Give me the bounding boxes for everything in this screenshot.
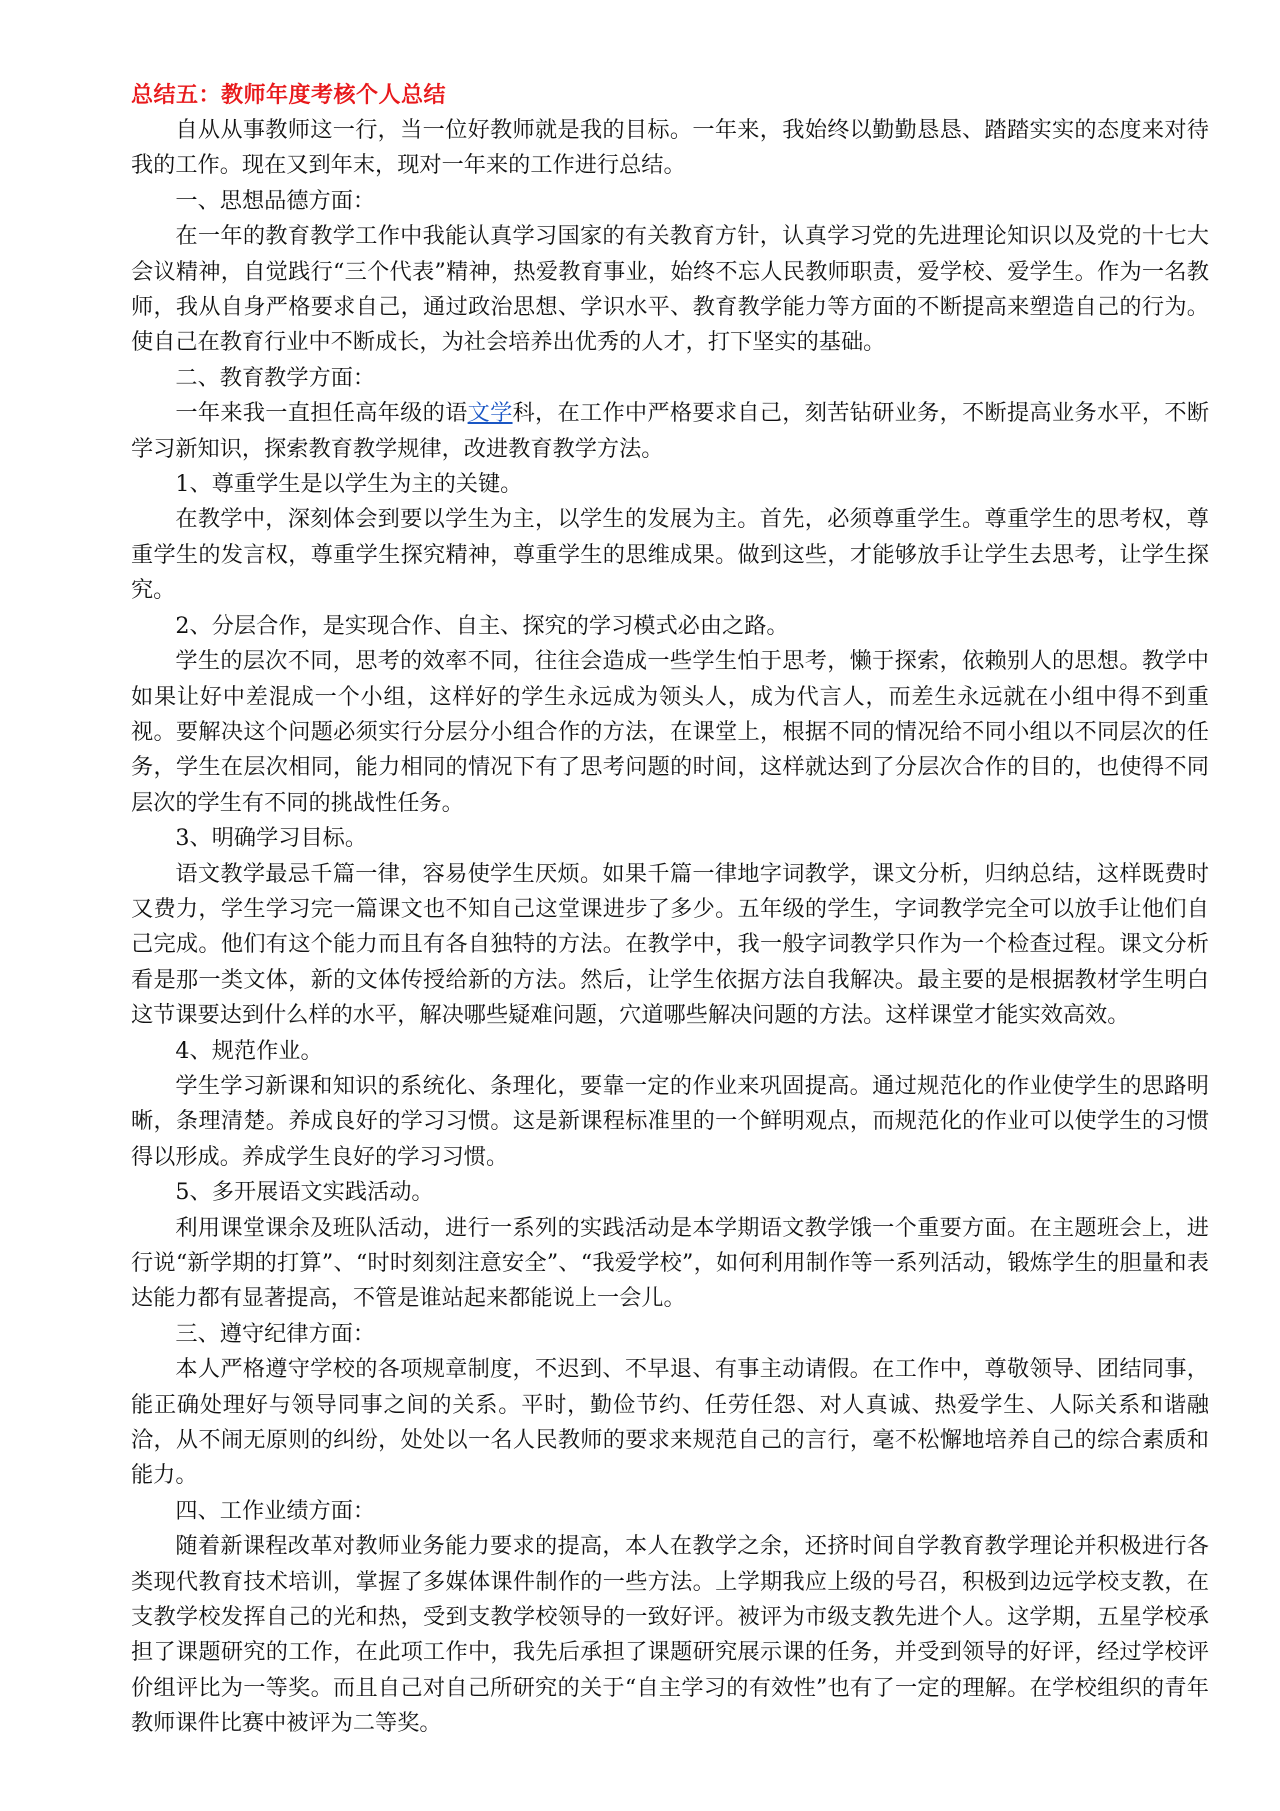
section-heading-teaching: 二、教育教学方面： bbox=[175, 364, 376, 391]
practice-activities-paragraph: 利用课堂课余及班队活动，进行一系列的实践活动是本学期语文教学饿一个重要方面。在主题班会上，进行说“新学期的打算”、“时时刻刻注意安全”、“我爱学校”，如何利用制作等一系列活动，锻炼学生的胆量和表达能力都有显著提高，不管是谁站起来都能说上一会儿。 bbox=[131, 1214, 1209, 1312]
subheading-respect-students: 1、尊重学生是以学生为主的关键。 bbox=[175, 471, 523, 498]
subheading-learning-goals: 3、明确学习目标。 bbox=[175, 825, 368, 852]
literature-link[interactable]: 文学 bbox=[467, 400, 513, 427]
subheading-layered-cooperation: 2、分层合作，是实现合作、自主、探究的学习模式必由之路。 bbox=[175, 612, 789, 639]
achievements-paragraph: 随着新课程改革对教师业务能力要求的提高，本人在教学之余，还挤时间自学教育教学理论并积极进行各类现代教育技术培训，掌握了多媒体课件制作的一些方法。上学期我应上级的号召，积极到边远学校支教，在支教学校发挥自己的光和热，受到支教学校领导的一致好评。被评为市级支教先进个人。这学期，五星学校承担了课题研究的工作，在此项工作中，我先后承担了课题研究展示课的任务，并受到领导的好评，经过学校评价组评比为一等奖。而且自己对自己所研究的关于“自主学习的有效性”也有了一定的理解。在学校组织的青年教师课件比赛中被评为二等奖。 bbox=[131, 1533, 1209, 1737]
subheading-homework: 4、规范作业。 bbox=[175, 1037, 323, 1064]
homework-paragraph: 学生学习新课和知识的系统化、条理化，要靠一定的作业来巩固提高。通过规范化的作业使学生的思路明晰，条理清楚。养成良好的学习习惯。这是新课程标准里的一个鲜明观点，而规范化的作业可以使学生的习惯得以形成。养成学生良好的学习习惯。 bbox=[131, 1072, 1209, 1170]
document-title: 总结五：教师年度考核个人总结 bbox=[131, 82, 447, 108]
respect-students-paragraph: 在教学中，深刻体会到要以学生为主，以学生的发展为主。首先，必须尊重学生。尊重学生的思考权，尊重学生的发言权，尊重学生探究精神，尊重学生的思维成果。做到这些，才能够放手让学生去思考，让学生探究。 bbox=[131, 506, 1209, 604]
document-page bbox=[131, 78, 1209, 1742]
subheading-practice-activities: 5、多开展语文实践活动。 bbox=[175, 1179, 434, 1206]
discipline-paragraph: 本人严格遵守学校的各项规章制度，不迟到、不早退、有事主动请假。在工作中，尊敬领导、团结同事，能正确处理好与领导同事之间的关系。平时，勤俭节约、任劳任怨、对人真诚、热爱学生、人际关系和谐融洽，从不闹无原则的纠纷，处处以一名人民教师的要求来规范自己的言行，毫不松懈地培养自己的综合素质和能力。 bbox=[131, 1356, 1209, 1489]
section-heading-moral: 一、思想品德方面： bbox=[175, 187, 376, 214]
learning-goals-paragraph: 语文教学最忌千篇一律，容易使学生厌烦。如果千篇一律地字词教学，课文分析，归纳总结，这样既费时又费力，学生学习完一篇课文也不知自己这堂课进步了多少。五年级的学生，字词教学完全可以放手让他们自己完成。他们有这个能力而且有各自独特的方法。在教学中，我一般字词教学只作为一个检查过程。课文分析看是那一类文体，新的文体传授给新的方法。然后，让学生依据方法自我解决。最主要的是根据教材学生明白这节课要达到什么样的水平，解决哪些疑难问题，穴道哪些解决问题的方法。这样课堂才能实效高效。 bbox=[131, 860, 1209, 1029]
section-heading-discipline: 三、遵守纪律方面： bbox=[175, 1320, 376, 1347]
intro-paragraph: 自从从事教师这一行，当一位好教师就是我的目标。一年来，我始终以勤勤恳恳、踏踏实实的态度来对待我的工作。现在又到年末，现对一年来的工作进行总结。 bbox=[131, 117, 1209, 179]
teaching-text-end: 科，在工作中严格要求自己，刻苦钻研业务，不断提高业务水平，不断学习新知识，探索教育教学规律，改进教育教学方法。 bbox=[131, 400, 1210, 462]
section-heading-achievements: 四、工作业绩方面： bbox=[175, 1497, 376, 1524]
teaching-paragraph bbox=[131, 396, 1209, 467]
moral-paragraph: 在一年的教育教学工作中我能认真学习国家的有关教育方针，认真学习党的先进理论知识以及党的十七大会议精神，自觉践行“三个代表”精神，热爱教育事业，始终不忘人民教师职责，爱学校、爱学生。作为一名教师，我从自身严格要求自己，通过政治思想、学识水平、教育教学能力等方面的不断提高来塑造自己的行为。使自己在教育行业中不断成长，为社会培养出优秀的人才，打下坚实的基础。 bbox=[131, 223, 1209, 356]
teaching-text-start: 一年来我一直担任高年级的语 bbox=[175, 400, 468, 427]
layered-cooperation-paragraph: 学生的层次不同，思考的效率不同，往往会造成一些学生怕于思考，懒于探索，依赖别人的思想。教学中如果让好中差混成一个小组，这样好的学生永远成为领头人，成为代言人，而差生永远就在小组中得不到重视。要解决这个问题必须实行分层分小组合作的方法，在课堂上，根据不同的情况给不同小组以不同层次的任务，学生在层次相同，能力相同的情况下有了思考问题的时间，这样就达到了分层次合作的目的，也使得不同层次的学生有不同的挑战性任务。 bbox=[131, 648, 1209, 816]
